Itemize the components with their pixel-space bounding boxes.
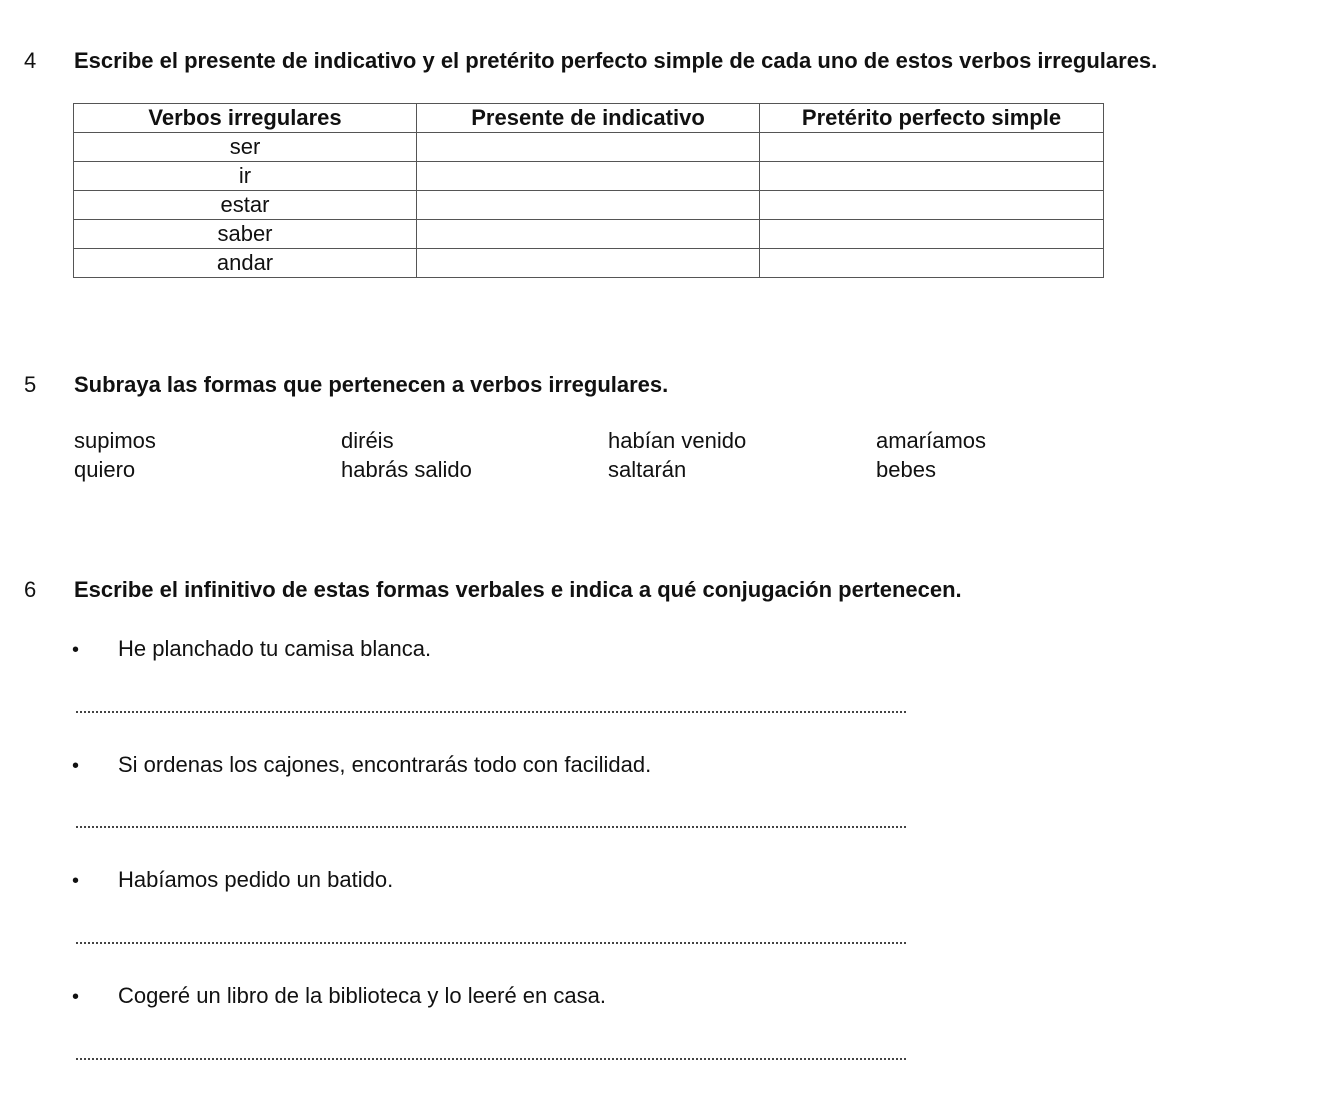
presente-answer-cell[interactable] — [417, 162, 760, 191]
irregular-verbs-table — [73, 103, 1104, 278]
answer-line[interactable] — [76, 826, 906, 828]
table-row — [74, 162, 1104, 191]
verb-cell: ser — [74, 133, 417, 162]
verb-form[interactable]: saltarán — [608, 457, 687, 482]
exercise-4-number: 4 — [24, 48, 37, 73]
header-verbos-irregulares: Verbos irregulares — [74, 104, 417, 133]
exercise-6-title: Escribe el infinitivo de estas formas verbales e indica a qué conjugación pertenecen. — [74, 577, 962, 602]
verb-cell: ir — [74, 162, 417, 191]
header-presente-indicativo: Presente de indicativo — [417, 104, 760, 133]
answer-line[interactable] — [76, 942, 906, 944]
sentence-text: Si ordenas los cajones, encontrarás todo con facilidad. — [118, 752, 652, 777]
bullet-icon: • — [72, 870, 80, 892]
preterito-answer-cell[interactable] — [760, 133, 1104, 162]
sentence-text: Habíamos pedido un batido. — [118, 867, 394, 892]
exercise-4-title: Escribe el presente de indicativo y el pretérito perfecto simple de cada uno de estos verbos irregulares. — [74, 48, 1158, 73]
table-row — [74, 133, 1104, 162]
table-row — [74, 249, 1104, 278]
presente-answer-cell[interactable] — [417, 191, 760, 220]
verb-form[interactable]: quiero — [74, 457, 136, 482]
sentence-item — [72, 983, 606, 1009]
presente-answer-cell[interactable] — [417, 220, 760, 249]
sentence-item — [72, 636, 431, 662]
verb-form[interactable]: diréis — [341, 428, 394, 453]
verb-form[interactable]: habrás salido — [341, 457, 472, 482]
preterito-answer-cell[interactable] — [760, 191, 1104, 220]
exercise-6-number: 6 — [24, 577, 37, 602]
verb-cell: andar — [74, 249, 417, 278]
bullet-icon: • — [72, 639, 80, 661]
preterito-answer-cell[interactable] — [760, 162, 1104, 191]
verb-form[interactable]: habían venido — [608, 428, 747, 453]
verb-form[interactable]: bebes — [876, 457, 936, 482]
presente-answer-cell[interactable] — [417, 249, 760, 278]
verb-form[interactable]: amaríamos — [876, 428, 987, 453]
answer-line[interactable] — [76, 711, 906, 713]
presente-answer-cell[interactable] — [417, 133, 760, 162]
verb-cell: saber — [74, 220, 417, 249]
sentence-text: He planchado tu camisa blanca. — [118, 636, 432, 661]
table-row — [74, 191, 1104, 220]
table-header-row — [74, 104, 1104, 133]
verb-form[interactable]: supimos — [74, 428, 156, 453]
exercise-5-number: 5 — [24, 372, 37, 397]
verb-forms-grid — [74, 428, 1076, 482]
verb-cell: estar — [74, 191, 417, 220]
bullet-icon: • — [72, 986, 80, 1008]
exercise-5-title: Subraya las formas que pertenecen a verbos irregulares. — [74, 372, 669, 397]
preterito-answer-cell[interactable] — [760, 249, 1104, 278]
sentence-text: Cogeré un libro de la biblioteca y lo leeré en casa. — [118, 983, 606, 1008]
sentence-item — [72, 752, 651, 778]
answer-line[interactable] — [76, 1058, 906, 1060]
bullet-icon: • — [72, 755, 80, 777]
preterito-answer-cell[interactable] — [760, 220, 1104, 249]
header-preterito-perfecto-simple: Pretérito perfecto simple — [760, 104, 1104, 133]
table-row — [74, 220, 1104, 249]
sentence-item — [72, 867, 393, 893]
